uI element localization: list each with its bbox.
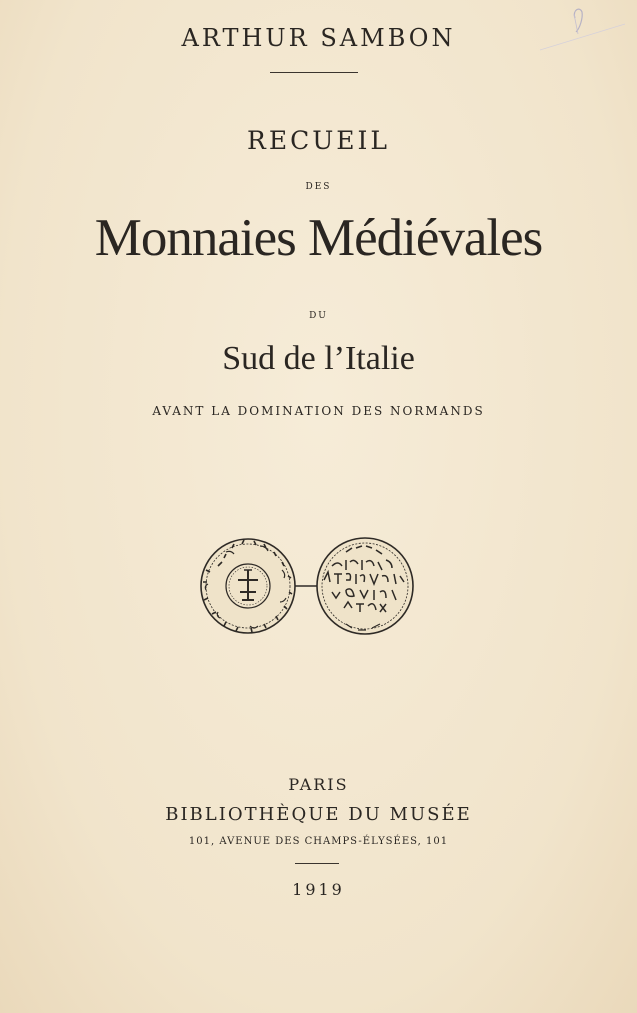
coin-illustration-icon	[196, 536, 418, 636]
coin-obverse-icon	[201, 539, 295, 633]
publisher-name: BIBLIOTHÈQUE DU MUSÉE	[165, 804, 472, 825]
title-des: DES	[305, 182, 332, 192]
main-title: Monnaies Médiévales	[94, 209, 543, 267]
publication-year: 1919	[292, 880, 345, 899]
title-sud: Sud de l’Italie	[222, 340, 415, 377]
title-recueil: RECUEIL	[247, 126, 390, 155]
publisher-city: PARIS	[288, 775, 349, 794]
author-name: ARTHUR SAMBON	[181, 24, 456, 52]
publisher-address: 101, AVENUE DES CHAMPS-ÉLYSÉES, 101	[188, 836, 449, 847]
bottom-divider	[295, 863, 339, 864]
title-du: DU	[309, 311, 328, 321]
subtitle: AVANT LA DOMINATION DES NORMANDS	[152, 404, 485, 418]
top-divider	[270, 72, 358, 73]
coin-reverse-icon	[317, 538, 413, 634]
